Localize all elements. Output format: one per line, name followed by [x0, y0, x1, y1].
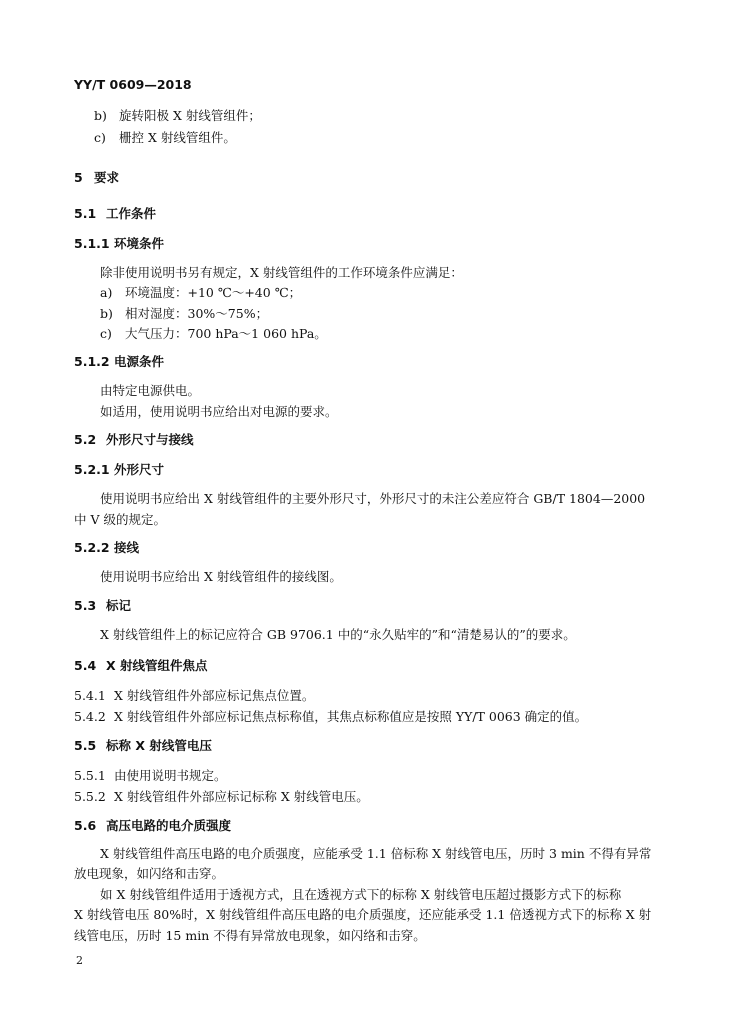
section-heading-5: 5 要求: [74, 170, 120, 185]
paragraph: X 射线管组件上的标记应符合 GB 9706.1 中的“永久贴牢的”和“清楚易认的”的要求。: [100, 627, 576, 642]
list-item: c) 栅控 X 射线管组件。: [94, 130, 236, 145]
paragraph: 放电现象，如闪络和击穿。: [74, 866, 225, 881]
section-heading-5-3: 5.3 标记: [74, 598, 132, 613]
page-number: 2: [76, 954, 83, 967]
section-heading-5-6: 5.6 高压电路的电介质强度: [74, 818, 232, 833]
list-item: a) 环境温度：+10 ℃～+40 ℃；: [100, 285, 302, 300]
section-heading-5-1: 5.1 工作条件: [74, 206, 157, 221]
section-heading-5-2: 5.2 外形尺寸与接线: [74, 432, 194, 447]
paragraph: X 射线管组件高压电路的电介质强度，应能承受 1.1 倍标称 X 射线管电压，历时 3 min 不得有异常: [100, 846, 652, 861]
clause-item: 5.5.2 X 射线管组件外部应标记标称 X 射线管电压。: [74, 789, 369, 804]
list-item: b) 旋转阳极 X 射线管组件；: [94, 108, 261, 123]
standard-code: YY/T 0609—2018: [74, 77, 192, 92]
section-heading-5-2-1: 5.2.1 外形尺寸: [74, 462, 165, 477]
clause-item: 5.4.2 X 射线管组件外部应标记焦点标称值，其焦点标称值应是按照 YY/T 0063 确定的值。: [74, 709, 588, 724]
section-heading-5-2-2: 5.2.2 接线: [74, 540, 140, 555]
paragraph: 使用说明书应给出 X 射线管组件的接线图。: [100, 569, 342, 584]
paragraph: 线管电压，历时 15 min 不得有异常放电现象，如闪络和击穿。: [74, 928, 426, 943]
paragraph: 中 V 级的规定。: [74, 512, 166, 527]
section-heading-5-1-2: 5.1.2 电源条件: [74, 354, 165, 369]
paragraph: X 射线管电压 80%时，X 射线管组件高压电路的电介质强度，还应能承受 1.1 倍透视方式下的标称 X 射: [74, 907, 652, 922]
list-item: b) 相对湿度：30%～75%；: [100, 306, 269, 321]
paragraph: 如适用，使用说明书应给出对电源的要求。: [100, 404, 338, 419]
paragraph: 由特定电源供电。: [100, 383, 201, 398]
clause-item: 5.4.1 X 射线管组件外部应标记焦点位置。: [74, 688, 315, 703]
paragraph: 如 X 射线管组件适用于透视方式，且在透视方式下的标称 X 射线管电压超过摄影方式下的标称: [100, 887, 622, 902]
section-heading-5-1-1: 5.1.1 环境条件: [74, 236, 165, 251]
list-item: c) 大气压力：700 hPa～1 060 hPa。: [100, 326, 327, 341]
clause-item: 5.5.1 由使用说明书规定。: [74, 768, 227, 783]
paragraph: 使用说明书应给出 X 射线管组件的主要外形尺寸，外形尺寸的未注公差应符合 GB/T 1804—2000: [100, 491, 646, 506]
section-heading-5-4: 5.4 X 射线管组件焦点: [74, 658, 208, 673]
section-heading-5-5: 5.5 标称 X 射线管电压: [74, 738, 212, 753]
paragraph: 除非使用说明书另有规定，X 射线管组件的工作环境条件应满足：: [100, 265, 463, 280]
